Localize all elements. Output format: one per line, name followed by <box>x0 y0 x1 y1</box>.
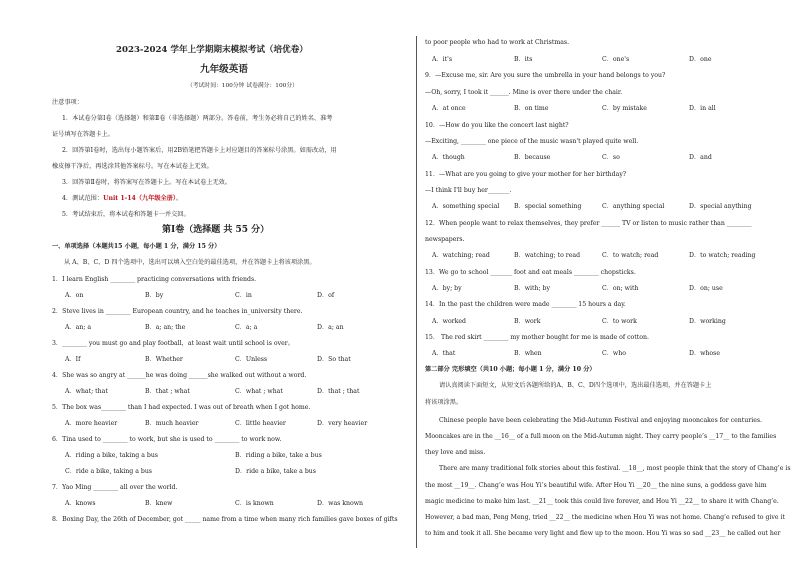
passage-line: There are many traditional folk stories about this festival. __18__, most people think that the story of Chang’e is <box>439 465 791 472</box>
option: C．on; with <box>602 285 639 292</box>
passage-line: to him and took it all. She became very light and flew up to the moon. Hou Yi was so sad __23__ he called out her <box>425 530 781 537</box>
option: A．what; that <box>65 388 108 395</box>
options-row <box>425 253 770 261</box>
notice-line: 证号填写在答题卡上。 <box>52 131 114 138</box>
notice-line <box>62 196 182 202</box>
option: B．when <box>514 350 542 357</box>
question-text: 7．Yao Ming ________ all over the world. <box>52 484 178 491</box>
options-row <box>425 351 770 359</box>
scope-label: 4．测试范围： <box>62 195 104 202</box>
question-text: 6．Tina used to ________ to work, but she is used to ________ to work now. <box>52 436 282 443</box>
passage-line: magic medicine to make him last. __21__ took this could live forever, and Hou Yi __22__ to share it with Chang’e. <box>425 498 779 505</box>
question-text: 13．We go to school _______ foot and eat meals ________ chopsticks. <box>425 269 636 276</box>
passage-line: they love and miss. <box>425 449 486 456</box>
options-row <box>425 57 770 65</box>
option: A．knows <box>65 500 96 507</box>
passage-line: Mooncakes are in the __16__ of a full moon on the Mid-Autumn night. They carry people’s __17__ to the families <box>425 433 777 440</box>
notice-line: 橡皮擦干净后，再选涂其他答案标号。写在本试卷上无效。 <box>52 163 213 170</box>
scope-end: 。 <box>176 195 183 202</box>
option: B．much heavier <box>145 420 199 427</box>
option: B．by <box>145 292 164 299</box>
notice-line: 3．回答第Ⅱ卷时，将答案写在答题卡上。写在本试卷上无效。 <box>62 179 232 186</box>
option: B．on time <box>514 105 549 112</box>
option: B．with; by <box>514 285 550 292</box>
option: C．anything special <box>602 203 665 210</box>
option: C．in <box>235 292 252 299</box>
options-row <box>425 155 770 163</box>
question-text: 14．In the past the children were made ________ 15 hours a day. <box>425 301 626 308</box>
option: D．of <box>317 292 335 299</box>
options-row <box>52 293 407 301</box>
option: A．an; a <box>65 324 92 331</box>
question-text: newspapers. <box>425 236 465 243</box>
option: D．So that <box>317 356 351 363</box>
option: D．on; use <box>689 285 723 292</box>
option: A．by; by <box>432 285 462 292</box>
option: B．special something <box>514 203 582 210</box>
option: C．who <box>602 350 626 357</box>
option: D．in all <box>689 105 716 112</box>
notice-line: 2．回答第Ⅰ卷时，选出每小题答案后，用2B铅笔把答题卡上对应题目的答案标号涂黑。如需改动，用 <box>62 147 337 154</box>
options-row <box>52 453 407 461</box>
option: C．to work <box>602 318 637 325</box>
option: D．was known <box>317 500 364 507</box>
option: B．work <box>514 318 541 325</box>
question-text: 12．When people want to relax themselves, they prefer ______ TV or listen to music rather than ________ <box>425 220 752 227</box>
option: A．watching; read <box>432 252 490 259</box>
notice-line: 1．本试卷分第Ⅰ卷（选择题）和第Ⅱ卷（非选择题）两部分。答卷前，考生务必将自己的姓名、准考 <box>62 115 333 122</box>
section-title: 第Ⅰ卷（选择题 共 55 分） <box>162 225 270 235</box>
option: B．Whether <box>145 356 183 363</box>
option: A．something special <box>432 203 500 210</box>
options-row <box>52 421 407 429</box>
option: D．one <box>689 56 712 63</box>
column-divider <box>416 36 417 548</box>
options-row <box>425 319 770 327</box>
options-row <box>425 204 770 212</box>
option: A．that <box>432 350 456 357</box>
option: D．that ; that <box>317 388 360 395</box>
option: A．If <box>65 356 81 363</box>
option: B．riding a bike, take a bus <box>235 452 322 459</box>
option: D．and <box>689 154 712 161</box>
option: C．to watch; read <box>602 252 659 259</box>
option: C．is known <box>235 500 274 507</box>
passage-line: Chinese people have been celebrating the Mid-Autumn Festival and enjoying mooncakes for centuries. <box>439 417 763 424</box>
exam-subtitle: 九年级英语 <box>200 64 248 75</box>
option: B．its <box>514 56 533 63</box>
option: C．what ; what <box>235 388 283 395</box>
option: B．knew <box>145 500 173 507</box>
question-text: —Oh, sorry, I took it ______. Mine is over there under the chair. <box>425 89 623 96</box>
question-text: —I think I'll buy her_______. <box>425 187 512 194</box>
options-row <box>52 357 407 365</box>
option: B．because <box>514 154 551 161</box>
question-text: to poor people who had to work at Christmas. <box>425 39 570 46</box>
question-text: —Exciting, ________ one piece of the music wasn't played quite well. <box>425 138 639 145</box>
option: C．little heavier <box>235 420 286 427</box>
option: C．by mistake <box>602 105 647 112</box>
options-row <box>425 286 770 294</box>
question-text: 8．Boxing Day, the 26th of December, got _____ name from a time when many rich families gave boxes of gifts <box>52 516 398 523</box>
options-row <box>52 325 407 333</box>
part2-instructions: 请认真阅读下面短文，从短文后各题所给的A、B、C、D四个选项中，选出最佳选项，并在答题卡上 <box>439 382 712 389</box>
part2-heading: 第二部分 完形填空（共10 小题；每小题 1 分，满分 10 分） <box>425 366 596 373</box>
question-text: 1．I learn English ________ practicing conversations with friends. <box>52 276 257 283</box>
question-text: 3．________ you must go and play football，at least wait until school is over。 <box>52 340 294 347</box>
option: A．riding a bike, taking a bus <box>65 452 158 459</box>
exam-title: 2023-2024 学年上学期期末模拟考试（培优卷） <box>116 45 308 55</box>
option: A．on <box>65 292 84 299</box>
scope-value: Unit 1-14（九年级全册） <box>103 195 177 202</box>
question-text: 9．—Excuse me, sir. Are you sure the umbrella in your hand belongs to you? <box>425 72 666 79</box>
option: D．working <box>689 318 726 325</box>
option: D．very heavier <box>317 420 368 427</box>
option: C．one's <box>602 56 630 63</box>
question-text: 5．The box was________ than I had expected. I was out of breath when I got home. <box>52 404 311 411</box>
notice-line: 5．考试结束后，将本试卷和答题卡一并交回。 <box>62 211 190 218</box>
question-text: 11．—What are you going to give your mother for her birthday? <box>425 171 627 178</box>
notice-heading: 注意事项： <box>52 99 83 106</box>
option: A．at once <box>432 105 466 112</box>
option: B．watching; to read <box>514 252 581 259</box>
passage-line: the most __19__. Chang’e was Hou Yi’s beautiful wife. After Hou Yi __20__ the nine suns, a goddess gave him <box>425 482 767 489</box>
option: D．to watch; reading <box>689 252 756 259</box>
option: A．though <box>432 154 465 161</box>
question-text: 2．Steve lives in ________ European country, and he teaches in_university there. <box>52 308 303 315</box>
option: A．it's <box>432 56 452 63</box>
option: C．a; a <box>235 324 258 331</box>
part1-instructions: 从 A、B、C、D 四个选项中，选出可以填入空白处的最佳选项，并在答题卡上将该项涂黑。 <box>64 259 316 266</box>
option: C．so <box>602 154 620 161</box>
option: D．ride a bike, take a bus <box>235 468 316 475</box>
option: D．whose <box>689 350 720 357</box>
option: B．that ; what <box>145 388 190 395</box>
option: D．a; an <box>317 324 344 331</box>
exam-meta: （考试时间：100分钟 试卷满分：100分） <box>187 83 298 89</box>
option: A．more heavier <box>65 420 118 427</box>
part2-instructions: 将该项涂黑。 <box>425 399 463 406</box>
options-row <box>52 469 407 477</box>
option: A．worked <box>432 318 467 325</box>
option: C．Unless <box>235 356 268 363</box>
options-row <box>52 389 407 397</box>
passage-line: However, a bad man, Peng Meng, tried __22__ the medicine when Hou Yi was not home. Chang’e refused to give it <box>425 514 786 521</box>
option: C．ride a bike, taking a bus <box>65 468 152 475</box>
question-text: 15． The red skirt ________ my mother bought for me is made of cotton. <box>425 334 649 341</box>
options-row <box>52 501 407 509</box>
part1-heading: 一、单项选择（本题共15 小题，每小题 1 分，满分 15 分） <box>52 243 221 250</box>
question-text: 4．She was so angry at ______he was doing ______she walked out without a word. <box>52 372 307 379</box>
option: D．special anything <box>689 203 752 210</box>
question-text: 10．—How do you like the concert last night? <box>425 122 569 129</box>
options-row <box>425 106 770 114</box>
option: B．a; an; the <box>145 324 186 331</box>
